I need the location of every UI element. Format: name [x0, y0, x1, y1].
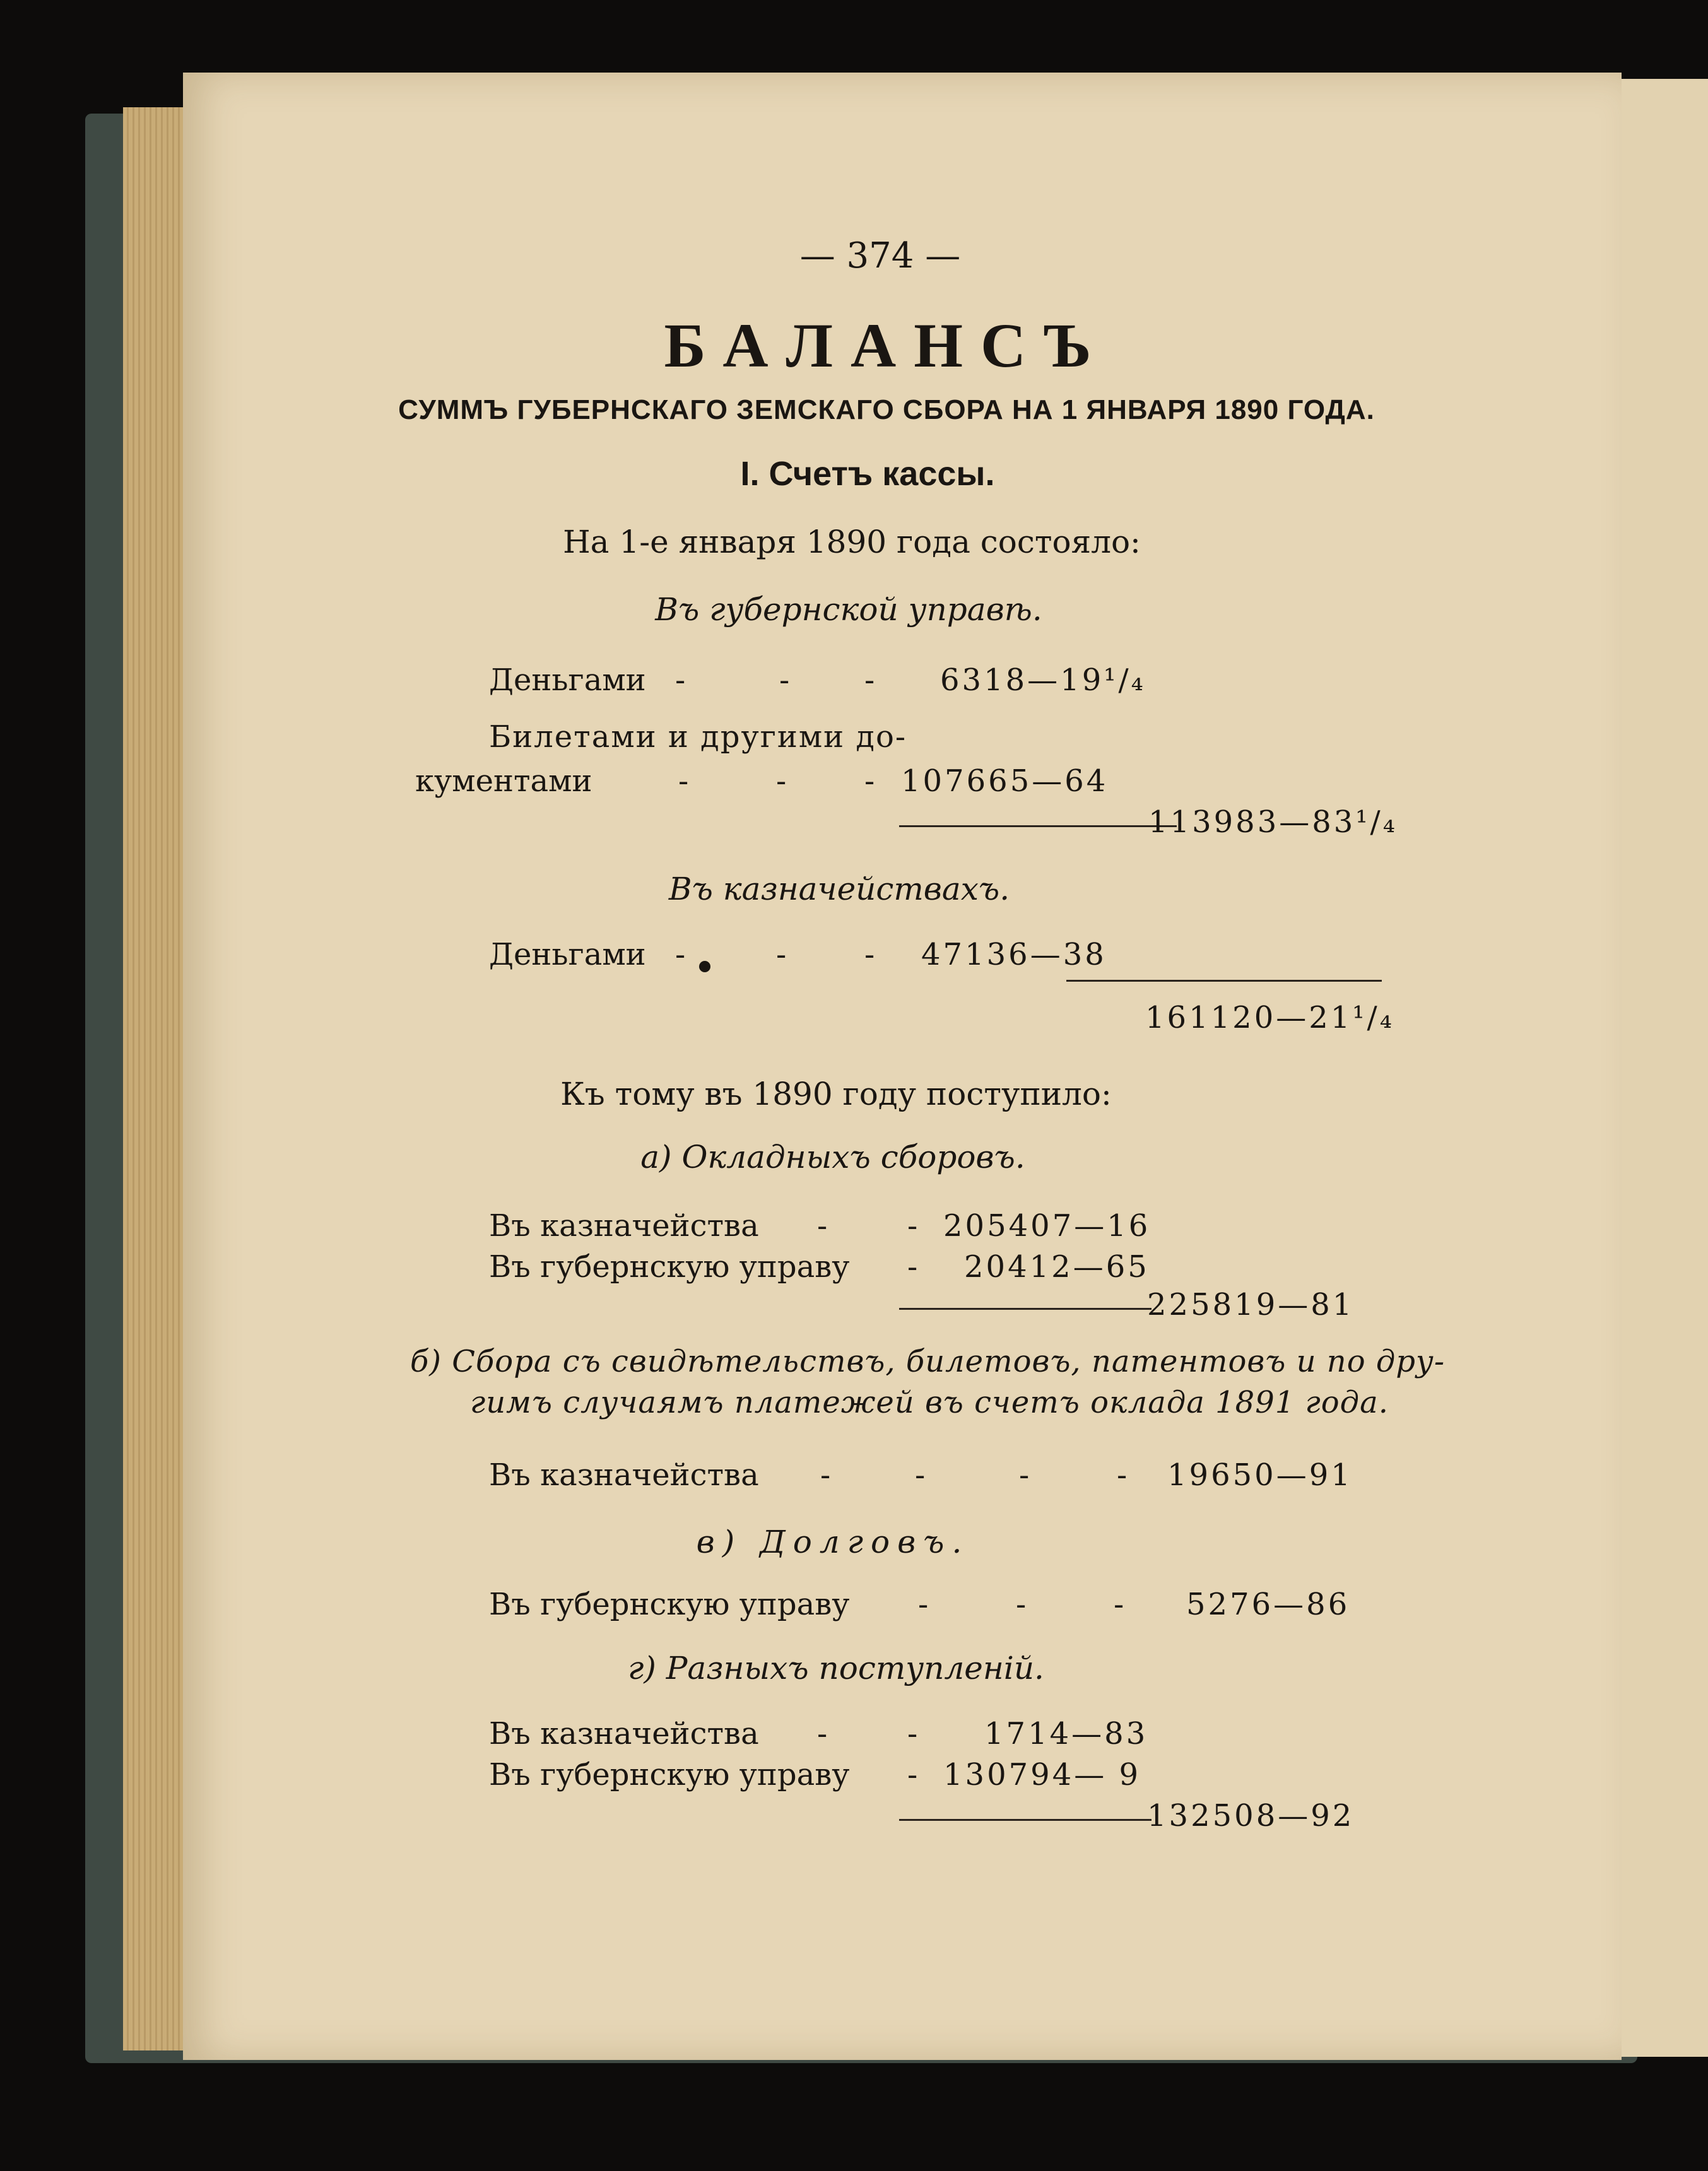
a-row1-label: Въ казначейства [489, 1208, 759, 1244]
sum-rule [1066, 980, 1382, 982]
g-row1-label: Въ казначейства [489, 1716, 759, 1751]
g-row2-value: 130794— 9 [943, 1757, 1141, 1792]
received-line: Къ тому въ 1890 году поступило: [560, 1076, 1112, 1112]
dash: - [675, 937, 686, 972]
dash: - [1117, 1457, 1128, 1493]
row-value-dengami-2: 47136—38 [921, 937, 1107, 972]
intro-line: На 1-е января 1890 года состояло: [563, 524, 1141, 560]
dash: - [817, 1716, 828, 1751]
subtotal-gubernskoy: 113983—83¹/₄ [1148, 804, 1398, 840]
row-label-dengami-2: Деньгами [489, 937, 646, 972]
v-row-value: 5276—86 [1186, 1587, 1350, 1622]
g-row1-value: 1714—83 [984, 1716, 1148, 1751]
b-row-value: 19650—91 [1167, 1457, 1353, 1493]
heading-a: а) Окладныхъ сборовъ. [640, 1139, 1025, 1175]
total-balance: 161120—21¹/₄ [1145, 1000, 1394, 1035]
dash: - [779, 662, 790, 698]
heading-b-line1: б) Сбора съ свидѣтельствъ, билетовъ, патентовъ и по дру- [410, 1344, 1446, 1379]
heading-g: г) Разныхъ поступленій. [628, 1650, 1044, 1686]
dash: - [1019, 1457, 1030, 1493]
dash: - [907, 1208, 918, 1244]
sum-rule [899, 1308, 1151, 1310]
dash: - [776, 937, 787, 972]
dash: - [907, 1716, 918, 1751]
subheading-kaznach: Въ казначействахъ. [668, 871, 1010, 907]
dash: - [918, 1587, 929, 1622]
a-row2-label: Въ губернскую управу [489, 1249, 850, 1285]
heading-v: в) Долговъ. [696, 1524, 970, 1560]
heading-b-line2: гимъ случаямъ платежей въ счетъ оклада 1891 года. [470, 1385, 1389, 1420]
b-row-label: Въ казначейства [489, 1457, 759, 1493]
dash: - [820, 1457, 831, 1493]
dash: - [864, 937, 875, 972]
dash: - [1016, 1587, 1027, 1622]
row-label-dengami: Деньгами [489, 662, 646, 698]
g-row2-label: Въ губернскую управу [489, 1757, 850, 1792]
sum-rule [899, 1819, 1151, 1821]
book-page [183, 73, 1622, 2060]
dash: - [907, 1757, 918, 1792]
a-row1-value: 205407—16 [943, 1208, 1151, 1244]
page-subtitle: СУММЪ ГУБЕРНСКАГО ЗЕМСКАГО СБОРА НА 1 ЯНВАРЯ 1890 ГОДА. [398, 394, 1375, 425]
ink-dot [699, 961, 710, 972]
row-value-biletami: 107665—64 [901, 763, 1109, 799]
g-total: 132508—92 [1147, 1798, 1355, 1833]
a-total: 225819—81 [1147, 1287, 1355, 1322]
v-row-label: Въ губернскую управу [489, 1587, 850, 1622]
dash: - [915, 1457, 926, 1493]
sum-rule [899, 825, 1177, 827]
dash: - [678, 763, 689, 799]
a-row2-value: 20412—65 [964, 1249, 1150, 1285]
dash: - [1114, 1587, 1124, 1622]
page-title: БАЛАНСЪ [664, 310, 1109, 380]
dash: - [907, 1249, 918, 1285]
dash: - [675, 662, 686, 698]
dash: - [864, 662, 875, 698]
page-number: — 374 — [799, 235, 961, 276]
subheading-gubernskoy: Въ губернской управѣ. [655, 591, 1042, 628]
page-edges [123, 107, 192, 2050]
dash: - [776, 763, 787, 799]
dash: - [864, 763, 875, 799]
facing-page-edge [1618, 79, 1708, 2057]
row-value-dengami: 6318—19¹/₄ [940, 662, 1146, 698]
dash: - [817, 1208, 828, 1244]
row-label-biletami: Билетами и другими до- [489, 719, 907, 755]
row-label-biletami-cont: кументами [415, 763, 592, 799]
section-heading: I. Счетъ кассы. [740, 455, 995, 493]
